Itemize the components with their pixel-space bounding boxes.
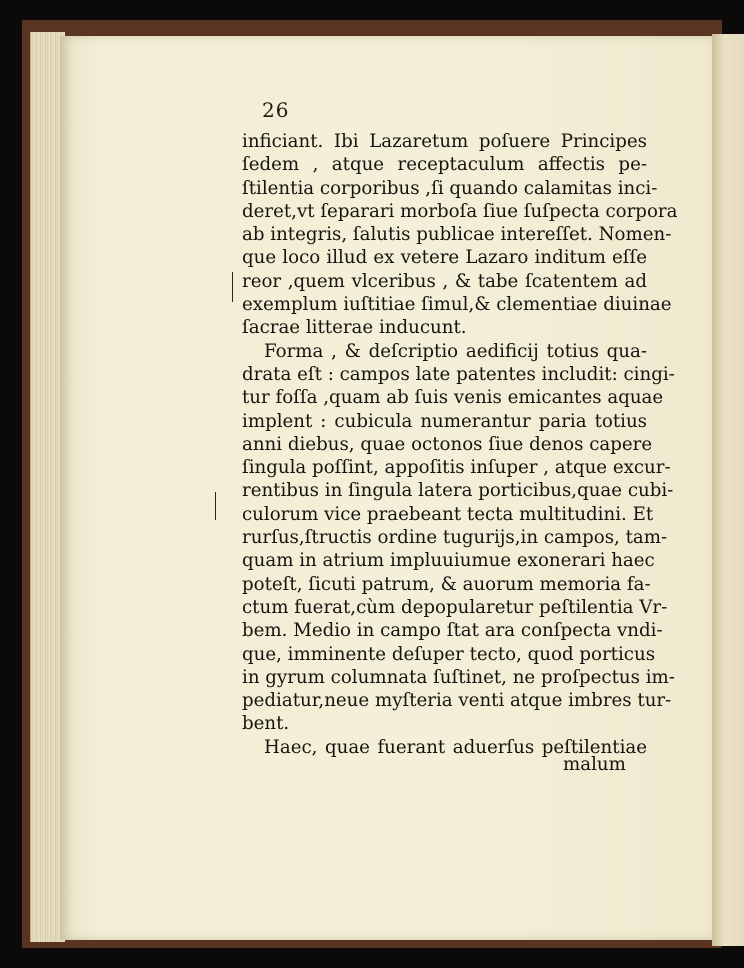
text-line: ſingula poſſint, appoſitis inſuper , atque excur- (242, 457, 671, 479)
text-line: tur foſſa ,quam ab ſuis venis emicantes aquae (242, 387, 664, 409)
text-line: anni diebus, quae octonos ſiue denos capere (242, 433, 653, 455)
margin-pencil-mark (215, 492, 216, 520)
text-line: ctum fuerat,cùm depopularetur peſtilentia Vr- (242, 596, 668, 618)
text-line: ab integris, ſalutis publicae intereſſet. Nomen- (242, 224, 672, 246)
text-line: reor ,quem vlceribus , & tabe ſcatentem ad (242, 270, 647, 292)
text-line: Haec, quae fuerant aduerſus peſtilentiae (264, 736, 647, 758)
text-line: bem. Medio in campo ſtat ara conſpecta vndi- (242, 620, 663, 642)
text-line: in gyrum columnata ſuſtinet, ne proſpectus im- (242, 666, 675, 688)
page-number: 26 (262, 98, 290, 122)
text-line: Forma , & deſcriptio aedificij totius qua- (264, 340, 647, 362)
text-line: inficiant. Ibi Lazaretum poſuere Principes (242, 131, 647, 152)
text-line: poteſt, ſicuti patrum, & auorum memoria fa- (242, 573, 651, 595)
text-line: drata eſt : campos late patentes includit: cingi- (242, 363, 675, 385)
text-line: ſacrae litterae inducunt. (242, 317, 467, 339)
text-line: que, imminente deſuper tecto, quod porticus (242, 643, 656, 665)
text-line: pediatur,neue myſteria venti atque imbres tur- (242, 690, 672, 712)
text-line: que loco illud ex vetere Lazaro inditum eſſe (242, 247, 647, 269)
text-line: deret,vt ſeparari morboſa ſiue ſuſpecta corpora (242, 200, 678, 222)
margin-pencil-mark (232, 272, 233, 302)
text-line: rentibus in ſingula latera porticibus,quae cubi- (242, 480, 674, 502)
text-line: implent : cubicula numerantur paria totius (242, 410, 647, 432)
text-line: culorum vice praebeant tecta multitudini. Et (242, 503, 654, 525)
text-line: exemplum iuſtitiae ſimul,& clementiae diuinae (242, 294, 672, 316)
text-line: rurſus,ſtructis ordine tugurijs,in campos, tam- (242, 527, 668, 549)
facing-page-edge (712, 34, 744, 946)
text-line: quam in atrium impluuiumue exonerari haec (242, 550, 655, 572)
body-text (242, 130, 678, 759)
catchword: malum (563, 754, 626, 775)
text-line: ſedem , atque receptaculum affectis pe- (242, 154, 647, 176)
text-line: bent. (242, 713, 290, 735)
text-line: ſtilentia corporibus ,ſi quando calamitas inci- (242, 177, 658, 199)
